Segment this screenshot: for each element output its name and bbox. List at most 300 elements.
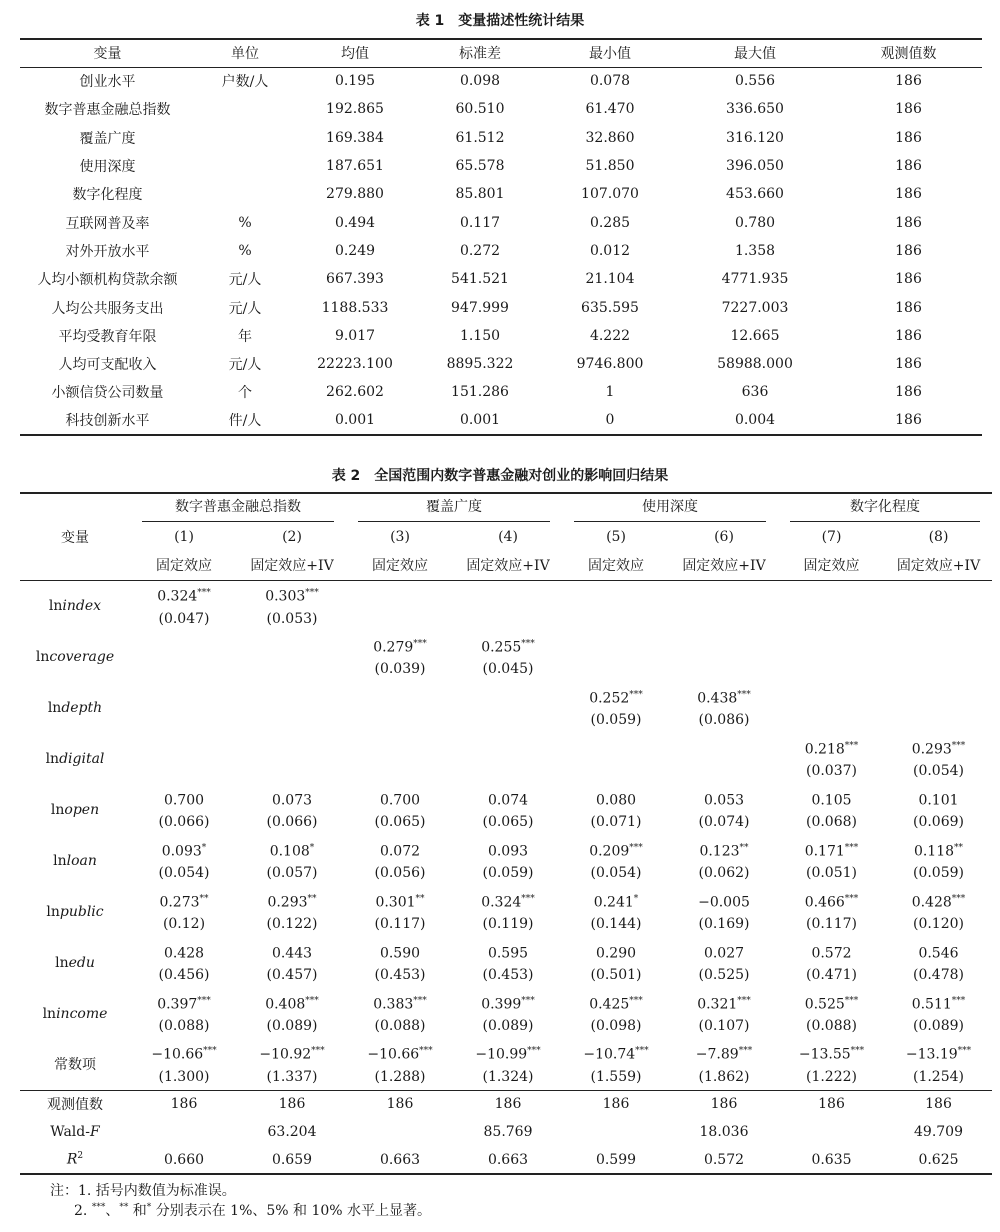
r2-label-italic: R xyxy=(66,1151,78,1168)
table1-caption: 表 1 变量描述性统计结果 xyxy=(415,13,585,29)
standard-error: (0.119) xyxy=(482,916,534,933)
table1-header: 单位 xyxy=(195,39,295,67)
table2-cell xyxy=(346,631,454,682)
table2-cell xyxy=(454,835,562,886)
table2-r2-row xyxy=(20,1146,992,1174)
wald-cell: 49.709 xyxy=(914,1124,963,1140)
standard-error: (0.478) xyxy=(912,967,964,984)
table1-cell: 186 xyxy=(895,299,922,316)
standard-error: (0.144) xyxy=(590,916,642,933)
coefficient-value: −0.005 xyxy=(698,894,750,911)
coefficient xyxy=(238,1040,346,1066)
standard-error: (1.559) xyxy=(590,1069,642,1086)
standard-error: (0.066) xyxy=(266,814,318,831)
table1-cell: 8895.322 xyxy=(446,356,514,373)
table1-header: 观测值数 xyxy=(835,39,982,67)
significance-stars: *** xyxy=(951,740,966,751)
standard-error: (0.054) xyxy=(590,865,642,882)
coefficient-value: 0.397 xyxy=(157,996,198,1013)
table2-cell xyxy=(562,733,670,784)
table2-cell xyxy=(130,988,238,1039)
r2-cell: 0.625 xyxy=(885,1146,992,1174)
table1-cell: 元/人 xyxy=(228,300,262,317)
table2-cell xyxy=(346,988,454,1039)
standard-error: (0.456) xyxy=(158,967,210,984)
significance-stars: *** xyxy=(850,1046,865,1057)
significance-stars: *** xyxy=(305,587,319,598)
variable-prefix: ln xyxy=(53,852,67,869)
coefficient-value: 0.466 xyxy=(804,894,845,911)
coefficient xyxy=(885,1040,992,1066)
table2-row xyxy=(20,1039,992,1090)
table1-row xyxy=(20,407,982,435)
table1-header: 最小值 xyxy=(545,39,675,67)
table2-row xyxy=(20,733,992,784)
table2-col-method: 固定效应+IV xyxy=(454,551,562,580)
footnote-1: 注：1. 括号内数值为标准误。 xyxy=(50,1183,236,1199)
r2-label xyxy=(20,1146,130,1174)
coefficient xyxy=(778,837,885,863)
table2-cell xyxy=(562,784,670,835)
table1-cell: 小额信贷公司数量 xyxy=(51,385,164,402)
table2-cell xyxy=(454,682,562,733)
standard-error: (0.047) xyxy=(158,610,210,627)
r2-cell: 0.635 xyxy=(778,1146,885,1174)
standard-error: (0.069) xyxy=(912,814,964,831)
table2-cell xyxy=(238,835,346,886)
table2-cell xyxy=(562,835,670,886)
table2-cell xyxy=(562,631,670,682)
coefficient-value: 0.383 xyxy=(373,996,414,1013)
coefficient xyxy=(562,939,670,965)
table1-cell: 0.285 xyxy=(589,214,631,231)
table1-cell: 541.521 xyxy=(451,271,509,288)
coefficient-value: 0.279 xyxy=(373,639,414,656)
table2-cell xyxy=(238,988,346,1039)
coefficient xyxy=(670,888,778,914)
coefficient xyxy=(562,684,670,710)
wald-cell: 85.769 xyxy=(483,1124,533,1140)
coefficient xyxy=(130,582,238,608)
obs-cell: 186 xyxy=(778,1090,885,1118)
table1-row xyxy=(20,152,982,180)
coefficient-value: −13.19 xyxy=(905,1047,958,1064)
table2-col-number: (1) xyxy=(174,528,194,545)
table2-cell xyxy=(130,631,238,682)
table2-cell xyxy=(670,835,778,886)
coefficient-value: 0.546 xyxy=(918,945,959,962)
coefficient-value: −13.55 xyxy=(798,1047,851,1064)
coefficient xyxy=(670,939,778,965)
table1-row xyxy=(20,180,982,208)
table1-cell: 186 xyxy=(895,158,922,175)
standard-error: (0.059) xyxy=(912,865,964,882)
obs-cell: 186 xyxy=(562,1090,670,1118)
standard-error: (0.089) xyxy=(482,1018,534,1035)
significance-stars: ** xyxy=(415,893,425,904)
table2-cell xyxy=(346,682,454,733)
significance-stars: *** xyxy=(521,995,535,1006)
variable-name: index xyxy=(62,597,102,614)
coefficient-value: 0.511 xyxy=(911,996,952,1013)
coefficient-value: 0.293 xyxy=(267,894,308,911)
footnote-2-text: 2. xyxy=(74,1203,92,1219)
coefficient-value: 0.072 xyxy=(379,843,421,860)
table1-cell: 61.470 xyxy=(585,101,635,118)
significance-stars: *** xyxy=(311,1046,325,1057)
coefficient xyxy=(778,888,885,914)
table2-cell xyxy=(238,580,346,631)
table2-obs-row xyxy=(20,1090,992,1118)
table2-cell xyxy=(562,937,670,988)
r2-label-sup: 2 xyxy=(77,1151,84,1162)
coefficient-value: −10.99 xyxy=(475,1047,528,1064)
table2-row xyxy=(20,886,992,937)
coefficient xyxy=(885,939,992,965)
table2-cell xyxy=(778,937,885,988)
coefficient-value: 0.595 xyxy=(487,945,529,962)
table1-cell: 人均公共服务支出 xyxy=(51,300,164,317)
coefficient xyxy=(562,990,670,1016)
table1-cell: 186 xyxy=(895,384,922,401)
coefficient xyxy=(130,990,238,1016)
r2-cell: 0.660 xyxy=(130,1146,238,1174)
coefficient xyxy=(238,888,346,914)
table1-cell: 0.078 xyxy=(589,73,631,90)
coefficient xyxy=(885,786,992,812)
significance-stars: ** xyxy=(739,842,749,853)
table1-cell: 0.195 xyxy=(334,73,376,90)
coefficient-value: 0.218 xyxy=(804,741,845,758)
table1-cell: 187.651 xyxy=(326,158,384,175)
table2-cell xyxy=(885,733,992,784)
table2-col-method: 固定效应 xyxy=(778,551,885,580)
table1-cell: 186 xyxy=(895,242,922,259)
table2-cell xyxy=(130,733,238,784)
table2-cell xyxy=(454,733,562,784)
standard-error: (0.065) xyxy=(482,814,534,831)
standard-error: (0.051) xyxy=(805,865,857,882)
coefficient xyxy=(670,684,778,710)
table1-row xyxy=(20,208,982,236)
table1-cell: 0.556 xyxy=(734,73,776,90)
table1-cell: 635.595 xyxy=(581,299,639,316)
table1-cell: 22223.100 xyxy=(317,356,393,373)
obs-cell: 186 xyxy=(885,1090,992,1118)
table2-cell xyxy=(885,682,992,733)
table2-var-cell xyxy=(20,988,130,1039)
table1-cell: 186 xyxy=(895,101,922,118)
table1-cell: % xyxy=(238,242,252,259)
coefficient-value: 0.171 xyxy=(804,843,845,860)
coefficient-value: 0.324 xyxy=(481,894,522,911)
table1-cell: 32.860 xyxy=(585,129,635,146)
table2-cell xyxy=(670,580,778,631)
significance-stars: ** xyxy=(954,842,964,853)
significance-stars: ** xyxy=(199,893,209,904)
significance-stars: *** xyxy=(957,1046,972,1057)
variable-prefix: ln xyxy=(50,801,65,818)
coefficient-value: 0.572 xyxy=(811,945,852,962)
standard-error: (0.068) xyxy=(805,814,857,831)
table1-row xyxy=(20,350,982,378)
significance-stars: *** xyxy=(844,842,859,853)
significance-stars: *** xyxy=(305,995,319,1006)
footnote-2-text: 和 xyxy=(128,1203,147,1219)
table1-row xyxy=(20,237,982,265)
coefficient xyxy=(346,633,454,659)
table1-cell: 58988.000 xyxy=(717,356,793,373)
table2-group-header: 数字普惠金融总指数 xyxy=(142,494,334,522)
coefficient xyxy=(454,837,562,863)
table2-row xyxy=(20,784,992,835)
variable-name: open xyxy=(64,801,100,818)
table1-cell: 人均可支配收入 xyxy=(58,357,157,374)
standard-error: (1.300) xyxy=(158,1069,210,1086)
coefficient-value: 0.255 xyxy=(481,639,522,656)
table1-cell: 186 xyxy=(835,407,982,435)
table2-group-row xyxy=(20,493,992,522)
table2-cell xyxy=(238,784,346,835)
table2-cell xyxy=(454,886,562,937)
standard-error: (0.107) xyxy=(698,1018,750,1035)
table2-var-cell xyxy=(20,937,130,988)
table1-cell: 336.650 xyxy=(726,101,784,118)
coefficient-value: 0.105 xyxy=(811,792,852,809)
coefficient-value: 0.428 xyxy=(163,945,205,962)
table2-cell xyxy=(454,580,562,631)
coefficient-value: 0.027 xyxy=(703,945,745,962)
table1-cell: 0.004 xyxy=(675,407,835,435)
table1-cell: 636 xyxy=(741,384,769,401)
coefficient xyxy=(130,837,238,863)
standard-error: (0.12) xyxy=(162,916,206,933)
table1-cell: 0.780 xyxy=(734,214,776,231)
obs-cell: 186 xyxy=(454,1090,562,1118)
table1-row xyxy=(20,124,982,152)
significance-stars: *** xyxy=(629,842,643,853)
coefficient-value: 0.074 xyxy=(487,792,529,809)
table2-cell xyxy=(885,835,992,886)
table1-cell: 0 xyxy=(545,407,675,435)
coefficient xyxy=(130,939,238,965)
table1-cell: 0.098 xyxy=(459,73,501,90)
coefficient xyxy=(238,786,346,812)
table2-cell xyxy=(670,1039,778,1090)
table1-cell: 396.050 xyxy=(726,158,784,175)
table2-var-cell xyxy=(20,733,130,784)
variable-prefix: ln xyxy=(47,699,62,716)
table1-cell xyxy=(195,95,295,123)
coefficient xyxy=(562,837,670,863)
standard-error: (0.053) xyxy=(266,610,318,627)
table2-col-number: (4) xyxy=(498,528,518,545)
table1-cell: 元/人 xyxy=(228,357,262,374)
table1-cell: 1188.533 xyxy=(321,299,389,316)
table2-cell xyxy=(670,886,778,937)
variable-name: income xyxy=(56,1005,108,1022)
table2-column-number-row xyxy=(20,522,992,551)
table1-cell: 186 xyxy=(895,186,922,203)
table2-cell xyxy=(778,988,885,1039)
table2-cell xyxy=(562,886,670,937)
table2-cell xyxy=(778,835,885,886)
table1-cell: 4.222 xyxy=(589,327,631,344)
coefficient-value: 0.093 xyxy=(161,843,202,860)
table1-cell: 65.578 xyxy=(455,158,505,175)
coefficient-value: 0.425 xyxy=(589,996,630,1013)
table2-col-method: 固定效应 xyxy=(562,551,670,580)
table2-var-cell xyxy=(20,886,130,937)
variable-name: depth xyxy=(61,699,103,716)
table2-cell xyxy=(130,580,238,631)
coefficient xyxy=(670,786,778,812)
coefficient-value: 0.428 xyxy=(911,894,952,911)
significance-stars: *** xyxy=(527,1046,541,1057)
variable-prefix: ln xyxy=(46,903,60,920)
coefficient-value: 0.443 xyxy=(271,945,313,962)
table2-cell xyxy=(562,682,670,733)
table1-cell: 覆盖广度 xyxy=(79,130,136,147)
table1-row xyxy=(20,378,982,406)
table2-cell xyxy=(238,937,346,988)
table2-col-method: 固定效应 xyxy=(346,551,454,580)
table1-cell: 0.249 xyxy=(334,242,376,259)
table2-cell xyxy=(778,784,885,835)
table2-row xyxy=(20,682,992,733)
table1-header: 最大值 xyxy=(675,39,835,67)
standard-error: (0.054) xyxy=(158,865,210,882)
coefficient-value: 0.293 xyxy=(911,741,952,758)
footnote-2-text: 分别表示在 1%、5% 和 10% 水平上显著。 xyxy=(151,1203,432,1219)
table2-cell xyxy=(130,1039,238,1090)
table1-cell: 4771.935 xyxy=(721,271,789,288)
variable-prefix: 常数项 xyxy=(54,1057,96,1074)
table1-cell xyxy=(195,152,295,180)
standard-error: (1.862) xyxy=(698,1069,750,1086)
coefficient-value: 0.700 xyxy=(163,792,205,809)
table1-cell: 186 xyxy=(895,356,922,373)
significance-stars: *** xyxy=(737,689,751,700)
table2-row xyxy=(20,937,992,988)
coefficient xyxy=(454,633,562,659)
coefficient xyxy=(778,990,885,1016)
coefficient xyxy=(238,837,346,863)
table2-cell xyxy=(454,631,562,682)
coefficient-value: 0.273 xyxy=(159,894,200,911)
table2-cell xyxy=(885,886,992,937)
table1-cell: 1.358 xyxy=(734,242,776,259)
coefficient-value: 0.080 xyxy=(595,792,637,809)
table2-col-method: 固定效应+IV xyxy=(238,551,346,580)
table1-cell: 60.510 xyxy=(455,101,505,118)
table1-cell: 0.494 xyxy=(334,214,376,231)
table2-col-number: (8) xyxy=(928,528,949,545)
standard-error: (0.525) xyxy=(698,967,750,984)
table1-row xyxy=(20,67,982,95)
obs-cell: 186 xyxy=(130,1090,238,1118)
standard-error: (0.066) xyxy=(158,814,210,831)
coefficient-value: −10.66 xyxy=(367,1047,420,1064)
wald-cell: 63.204 xyxy=(267,1124,317,1140)
coefficient xyxy=(562,1040,670,1066)
table2-cell xyxy=(885,784,992,835)
coefficient-value: 0.408 xyxy=(265,996,306,1013)
footnote-2-text: 、 xyxy=(105,1203,120,1219)
wald-label xyxy=(20,1118,130,1146)
wald-cell: 18.036 xyxy=(699,1124,749,1140)
table1-cell: 316.120 xyxy=(726,129,784,146)
coefficient xyxy=(670,990,778,1016)
table1-cell: 使用深度 xyxy=(79,159,136,176)
significance-stars: *** xyxy=(197,995,211,1006)
table2-col-number: (2) xyxy=(282,528,302,545)
r2-cell: 0.663 xyxy=(454,1146,562,1174)
standard-error: (0.117) xyxy=(805,916,857,933)
significance-stars: *** xyxy=(521,638,535,649)
table2-cell xyxy=(778,631,885,682)
table1-cell: 186 xyxy=(895,129,922,146)
coefficient xyxy=(130,888,238,914)
footnote-2-star: * xyxy=(146,1202,152,1213)
table2-cell xyxy=(454,784,562,835)
table1-row xyxy=(20,265,982,293)
coefficient-value: 0.303 xyxy=(265,588,306,605)
significance-stars: *** xyxy=(197,587,211,598)
table2-cell xyxy=(238,733,346,784)
table2-cell xyxy=(238,682,346,733)
standard-error: (1.337) xyxy=(266,1069,318,1086)
table2-cell xyxy=(885,988,992,1039)
table1-header: 变量 xyxy=(20,39,195,67)
standard-error: (0.045) xyxy=(482,661,534,678)
coefficient xyxy=(454,990,562,1016)
table2-cell xyxy=(670,631,778,682)
footnote-2-star: *** xyxy=(91,1202,106,1213)
table2-cell xyxy=(670,784,778,835)
standard-error: (0.039) xyxy=(374,661,426,678)
significance-stars: *** xyxy=(844,740,859,751)
table2-cell xyxy=(346,886,454,937)
coefficient-value: 0.209 xyxy=(589,843,630,860)
table2-group-header: 覆盖广度 xyxy=(358,494,550,522)
table1-cell: 186 xyxy=(895,271,922,288)
significance-stars: *** xyxy=(635,1046,649,1057)
coefficient-value: 0.093 xyxy=(487,843,529,860)
coefficient xyxy=(454,1040,562,1066)
significance-stars: *** xyxy=(629,995,643,1006)
coefficient-value: 0.101 xyxy=(918,792,959,809)
significance-stars: *** xyxy=(738,1046,753,1057)
table1-header: 标准差 xyxy=(415,39,545,67)
standard-error: (1.222) xyxy=(805,1069,857,1086)
table1-cell: 年 xyxy=(238,328,252,345)
table1-cell: 262.602 xyxy=(326,384,384,401)
table2-cell xyxy=(885,631,992,682)
obs-label: 观测值数 xyxy=(20,1090,130,1118)
coefficient-value: −10.92 xyxy=(259,1047,312,1064)
obs-cell: 186 xyxy=(238,1090,346,1118)
coefficient xyxy=(130,786,238,812)
table2-row xyxy=(20,988,992,1039)
table1-cell: 169.384 xyxy=(326,129,384,146)
table2-cell xyxy=(346,835,454,886)
table1-row xyxy=(20,293,982,321)
table1-header: 均值 xyxy=(295,39,415,67)
coefficient xyxy=(346,888,454,914)
table2-col-number: (3) xyxy=(390,528,410,545)
obs-cell: 186 xyxy=(346,1090,454,1118)
